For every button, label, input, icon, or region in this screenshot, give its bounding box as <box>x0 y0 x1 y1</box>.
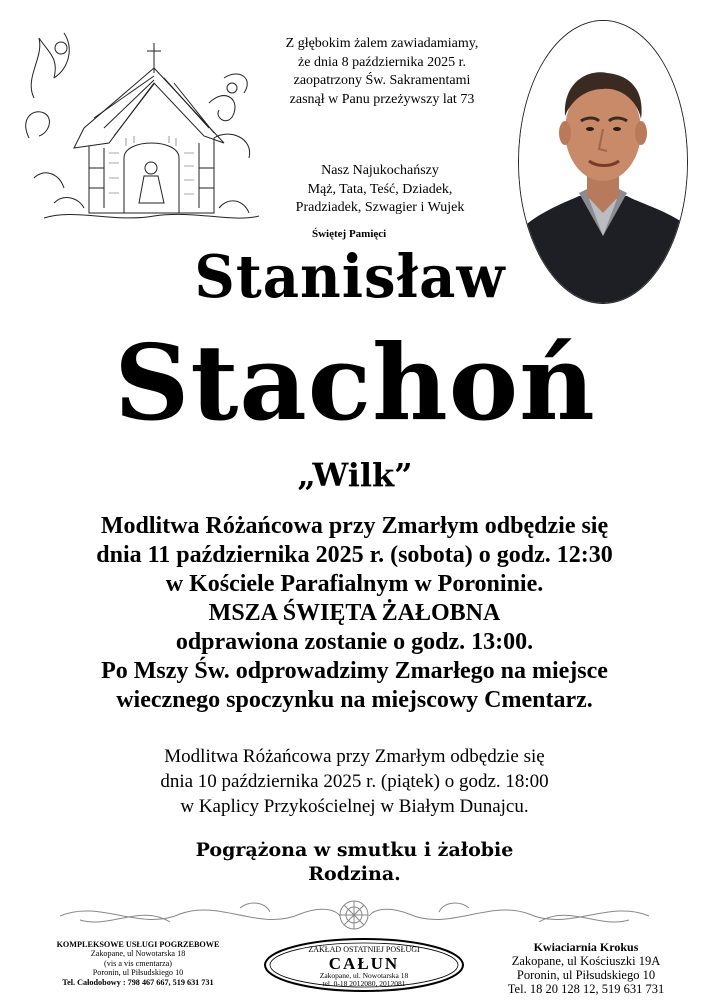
funeral-services-address-2: Poronin, ul Piłsudskiego 10 <box>92 968 184 978</box>
announcement-line: zaopatrzony Św. Sakramentami <box>293 73 471 89</box>
rosary-info-line: Modlitwa Różańcowa przy Zmarłym odbędzie się <box>164 746 545 767</box>
mourning-family: Rodzina. <box>308 863 401 885</box>
announcement-line: zasnął w Panu przeżywszy lat 73 <box>289 91 475 107</box>
family-roles-line: Nasz Najukochańszy <box>321 163 439 178</box>
announcement-line: że dnia 8 października 2025 r. <box>298 54 466 70</box>
announcement-line: Z głębokim żalem zawiadamiamy, <box>285 36 479 51</box>
florist-phone: Tel. 18 20 128 12, 519 631 731 <box>507 982 665 996</box>
announcement-text <box>262 35 502 109</box>
family-roles <box>280 162 480 218</box>
family-roles-line: Pradziadek, Szwagier i Wujek <box>295 200 465 216</box>
funeral-info-line: dnia 11 października 2025 r. (sobota) o godz. 12:30 <box>96 542 613 568</box>
funeral-services-info <box>18 940 258 987</box>
deceased-last-name: Stachoń <box>114 321 596 444</box>
mourning-line: Pogrążona w smutku i żałobie <box>195 839 514 861</box>
funeral-services-note: (vis a vis cmentarza) <box>104 958 172 968</box>
mourning-signature <box>120 838 589 886</box>
rosary-info-line: dnia 10 października 2025 r. (piątek) o godz. 18:00 <box>160 771 549 792</box>
deceased-nickname: „Wilk” <box>297 456 413 494</box>
funeral-info-line: wiecznego spoczynku na miejscowy Cmentarz. <box>116 687 593 713</box>
calun-logo-arc-text: ZAKŁAD OSTATNIEJ POSŁUGI <box>308 945 420 954</box>
funeral-info-line: Modlitwa Różańcowa przy Zmarłym odbędzie się <box>100 513 609 539</box>
rosary-info-line: w Kaplicy Przykościelnej w Białym Dunajcu. <box>180 796 529 817</box>
florist-info <box>470 940 702 996</box>
memory-label: Świętej Pamięci <box>312 228 387 240</box>
funeral-services-address: Zakopane, ul Nowotarska 18 <box>90 949 186 959</box>
funeral-services-phone: Tel. Całodobowy : 798 467 667, 519 631 731 <box>62 977 214 987</box>
florist-address-2: Poronin, ul Piłsudskiego 10 <box>516 968 656 982</box>
deceased-first-name: Stanisław <box>194 242 506 312</box>
funeral-info-line: Po Mszy Św. odprowadzimy Zmarłego na miejsce <box>101 658 608 684</box>
chapel-sketch-icon <box>14 18 264 233</box>
calun-logo-address: Zakopane, ul. Nowotarska 18 <box>319 971 409 980</box>
florist-title: Kwiaciarnia Krokus <box>533 940 639 954</box>
funeral-services-title: KOMPLEKSOWE USŁUGI POGRZEBOWE <box>56 940 220 949</box>
florist-address: Zakopane, ul Kościuszki 19A <box>511 954 661 968</box>
family-roles-line: Mąż, Tata, Teść, Dziadek, <box>307 181 453 197</box>
funeral-info-line: odprawiona zostanie o godz. 13:00. <box>175 629 534 655</box>
calun-logo-phones: tel. 0-18 2012080, 2012081 <box>322 979 406 988</box>
floral-ornament-icon <box>40 894 669 936</box>
funeral-info-line: w Kościele Parafialnym w Poroninie. <box>165 571 544 597</box>
calun-logo <box>262 936 466 994</box>
funeral-info <box>20 512 689 715</box>
funeral-info-line: MSZA ŚWIĘTA ŻAŁOBNA <box>208 600 501 626</box>
rosary-info <box>60 744 649 819</box>
calun-logo-name: CAŁUN <box>328 954 400 973</box>
